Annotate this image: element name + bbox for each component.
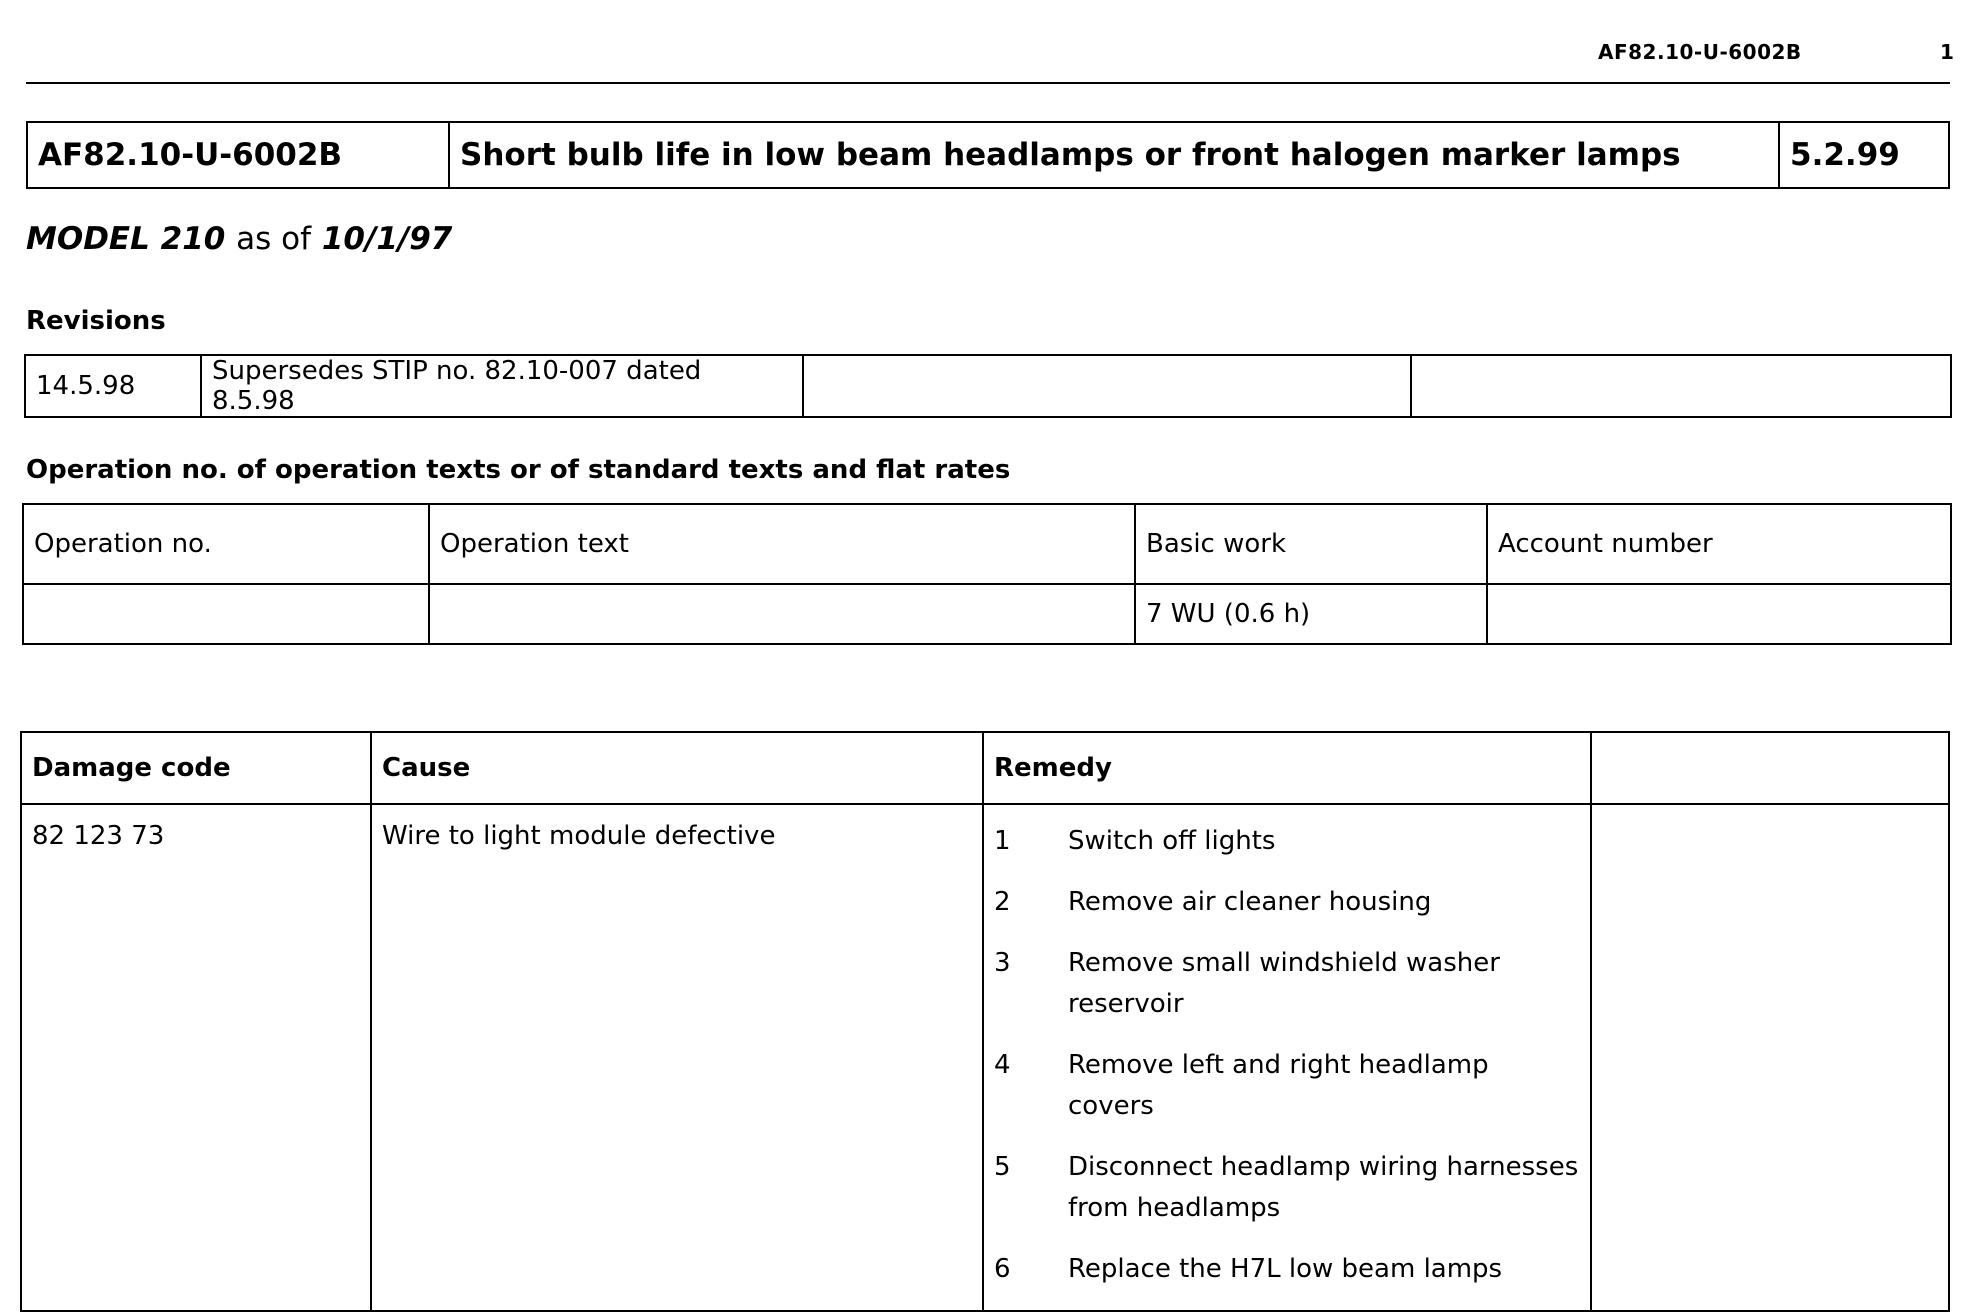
damage-table bbox=[20, 731, 1950, 1312]
dmg-header-empty bbox=[1591, 732, 1949, 804]
remedy-step bbox=[994, 1147, 1580, 1229]
dmg-cell-cause: Wire to light module defective bbox=[371, 804, 983, 1311]
remedy-step-number: 6 bbox=[994, 1254, 1011, 1284]
remedy-step-text: Replace the H7L low beam lamps bbox=[1068, 1254, 1503, 1284]
dmg-cell-remedy bbox=[983, 804, 1591, 1311]
operations-label: Operation no. of operation texts or of standard texts and flat rates bbox=[26, 455, 1011, 485]
remedy-step-number: 5 bbox=[994, 1152, 1011, 1182]
op-header-account-number: Account number bbox=[1487, 504, 1951, 584]
remedy-step bbox=[994, 1045, 1580, 1127]
revision-text: Supersedes STIP no. 82.10-007 dated 8.5.98 bbox=[201, 355, 803, 417]
op-cell-operation-text bbox=[429, 584, 1135, 644]
header-page-number: 1 bbox=[1940, 40, 1954, 64]
remedy-step-number: 1 bbox=[994, 826, 1011, 856]
remedy-step bbox=[994, 882, 1580, 923]
op-cell-account-number bbox=[1487, 584, 1951, 644]
op-cell-operation-no bbox=[23, 584, 429, 644]
revisions-table bbox=[24, 354, 1952, 418]
title-date: 5.2.99 bbox=[1779, 122, 1949, 188]
remedy-step-text: Remove left and right headlamp covers bbox=[1068, 1050, 1489, 1121]
model-line bbox=[26, 221, 452, 257]
title-table bbox=[26, 121, 1950, 189]
model-date: 10/1/97 bbox=[321, 221, 453, 257]
dmg-cell-code: 82 123 73 bbox=[21, 804, 371, 1311]
remedy-step-text: Switch off lights bbox=[1068, 826, 1276, 856]
remedy-step-text: Disconnect headlamp wiring harnesses from headlamps bbox=[1068, 1152, 1579, 1223]
header-doc-code: AF82.10-U-6002B bbox=[1598, 40, 1802, 64]
remedy-step bbox=[994, 943, 1580, 1025]
revision-empty-cell bbox=[1411, 355, 1951, 417]
operations-table bbox=[22, 503, 1952, 645]
model-as-of: as of bbox=[236, 221, 312, 257]
dmg-cell-empty bbox=[1591, 804, 1949, 1311]
remedy-step-number: 2 bbox=[994, 887, 1011, 917]
model-name: MODEL 210 bbox=[26, 221, 226, 257]
revisions-label: Revisions bbox=[26, 306, 166, 336]
op-header-operation-no: Operation no. bbox=[23, 504, 429, 584]
op-cell-basic-work: 7 WU (0.6 h) bbox=[1135, 584, 1487, 644]
remedy-steps bbox=[994, 821, 1580, 1290]
remedy-step-text: Remove small windshield washer reservoir bbox=[1068, 948, 1500, 1019]
remedy-step-text: Remove air cleaner housing bbox=[1068, 887, 1432, 917]
title-text: Short bulb life in low beam headlamps or front halogen marker lamps bbox=[449, 122, 1779, 188]
dmg-header-cause: Cause bbox=[371, 732, 983, 804]
dmg-header-remedy: Remedy bbox=[983, 732, 1591, 804]
title-code: AF82.10-U-6002B bbox=[27, 122, 449, 188]
remedy-step bbox=[994, 821, 1580, 862]
dmg-header-damage-code: Damage code bbox=[21, 732, 371, 804]
op-header-operation-text: Operation text bbox=[429, 504, 1135, 584]
remedy-step-number: 3 bbox=[994, 948, 1011, 978]
header-rule bbox=[26, 82, 1950, 84]
remedy-step-number: 4 bbox=[994, 1050, 1011, 1080]
remedy-step bbox=[994, 1249, 1580, 1290]
revision-date: 14.5.98 bbox=[25, 355, 201, 417]
op-header-basic-work: Basic work bbox=[1135, 504, 1487, 584]
revision-empty-cell bbox=[803, 355, 1411, 417]
